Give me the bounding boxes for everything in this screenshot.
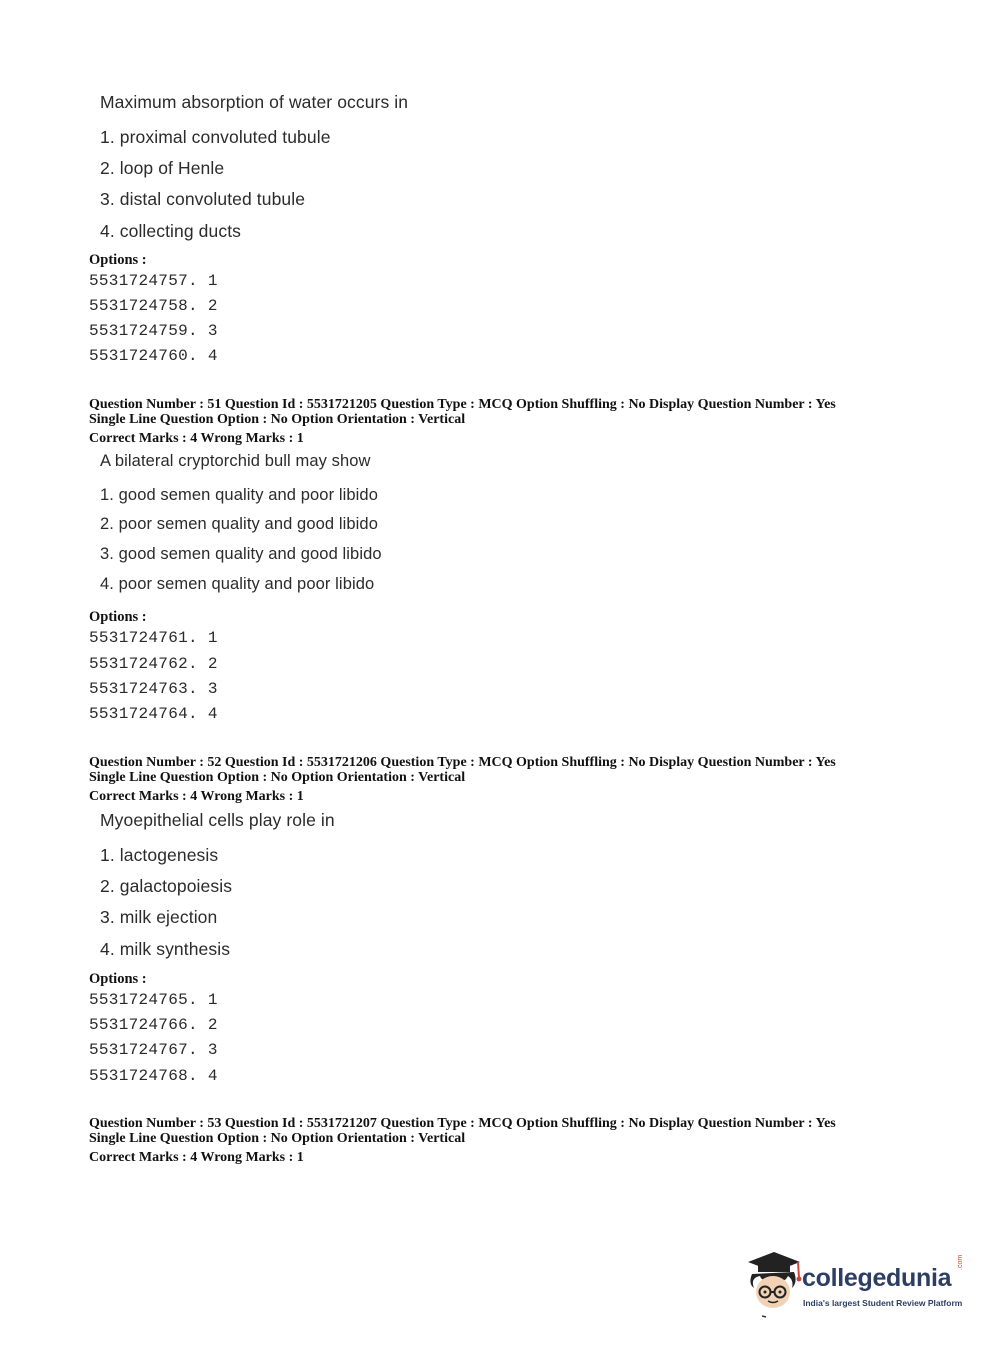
logo-domain-suffix: .com [957,1254,964,1270]
options-label: Options : [89,971,147,987]
choice-item: 4. milk synthesis [100,939,231,959]
marks-line: Correct Marks : 4 Wrong Marks : 1 [89,431,304,446]
option-id: 5531724763. 3 [89,680,218,698]
choice-item: 3. milk ejection [100,907,218,927]
option-id: 5531724768. 4 [89,1067,218,1085]
option-id: 5531724766. 2 [89,1016,218,1034]
option-id: 5531724760. 4 [89,347,218,365]
question-meta-line: Question Number : 52 Question Id : 5531721206 Question Type : MCQ Option Shuffling : No Display Question Number : Yes [89,755,836,770]
option-id: 5531724759. 3 [89,322,218,340]
choice-item: 4. collecting ducts [100,221,242,241]
choice-item: 3. good semen quality and good libido [100,545,382,563]
options-label: Options : [89,609,147,625]
logo-wordmark: collegedunia [802,1264,952,1292]
collegedunia-logo[interactable] [742,1248,972,1320]
choice-item: 2. galactopoiesis [100,876,233,896]
choice-item: 1. proximal convoluted tubule [100,127,331,147]
marks-line: Correct Marks : 4 Wrong Marks : 1 [89,1150,304,1165]
student-mascot-icon [742,1248,802,1318]
option-id: 5531724761. 1 [89,629,218,647]
question-meta-line: Question Number : 51 Question Id : 5531721205 Question Type : MCQ Option Shuffling : No Display Question Number : Yes [89,397,836,412]
choice-item: 1. lactogenesis [100,845,219,865]
option-id: 5531724767. 3 [89,1041,218,1059]
marks-line: Correct Marks : 4 Wrong Marks : 1 [89,789,304,804]
option-id: 5531724762. 2 [89,655,218,673]
option-id: 5531724758. 2 [89,297,218,315]
choice-item: 2. loop of Henle [100,158,225,178]
question-meta-line: Single Line Question Option : No Option Orientation : Vertical [89,412,466,427]
choice-item: 2. poor semen quality and good libido [100,515,378,533]
choice-item: 1. good semen quality and poor libido [100,486,378,504]
option-id: 5531724764. 4 [89,705,218,723]
question-text: Maximum absorption of water occurs in [100,92,409,112]
logo-tagline: India's largest Student Review Platform [803,1298,963,1308]
question-meta-line: Single Line Question Option : No Option Orientation : Vertical [89,1131,466,1146]
question-meta-line: Question Number : 53 Question Id : 5531721207 Question Type : MCQ Option Shuffling : No Display Question Number : Yes [89,1116,836,1131]
question-text: Myoepithelial cells play role in [100,810,335,830]
option-id: 5531724757. 1 [89,272,218,290]
question-meta-line: Single Line Question Option : No Option Orientation : Vertical [89,770,466,785]
question-text: A bilateral cryptorchid bull may show [100,452,371,470]
option-id: 5531724765. 1 [89,991,218,1009]
choice-item: 4. poor semen quality and poor libido [100,575,375,593]
choice-item: 3. distal convoluted tubule [100,189,306,209]
options-label: Options : [89,252,147,268]
